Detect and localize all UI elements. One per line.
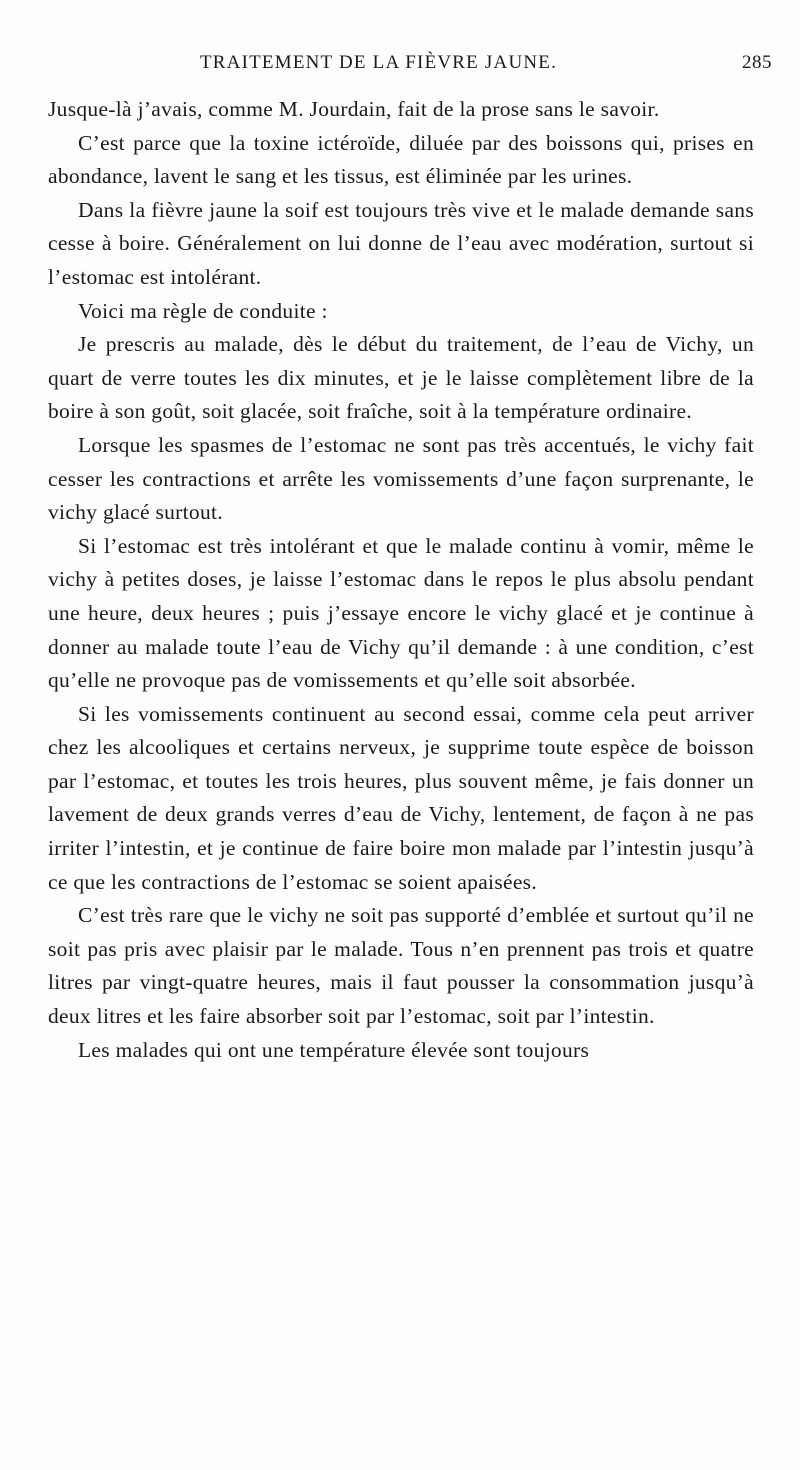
body-text bbox=[48, 93, 754, 1067]
paragraph: C’est très rare que le vichy ne soit pas supporté d’emblée et surtout qu’il ne soit pas pris avec plaisir par le malade. Tous n’en prennent pas trois et quatre litres par vingt-quatre heures, mais il faut pousser la consommation jusqu’à deux litres et les faire absorber soit par l’estomac, soit par l’intestin. bbox=[48, 903, 754, 1029]
paragraph: Voici ma règle de conduite : bbox=[78, 298, 328, 323]
paragraph: Je prescris au malade, dès le début du traitement, de l’eau de Vichy, un quart de verre toutes les dix minutes, et je le laisse complètement libre de la boire à son goût, soit glacée, soit fraîche, soit à la température ordinaire. bbox=[48, 332, 754, 424]
paragraph: Si l’estomac est très intolérant et que le malade continu à vomir, même le vichy à petites doses, je laisse l’estomac dans le repos le plus absolu pendant une heure, deux heures ; puis j’essaye encore le vichy glacé et je continue à donner au malade toute l’eau de Vichy qu’il demande : à une condition, c’est qu’elle ne provoque pas de vomissements et qu’elle soit absorbée. bbox=[48, 533, 754, 693]
page-number: 285 bbox=[742, 52, 772, 73]
paragraph: Si les vomissements continuent au second essai, comme cela peut arriver chez les alcooliques et certains nerveux, je supprime toute espèce de boisson par l’estomac, et toutes les trois heures, plus souvent même, je fais donner un lavement de deux grands verres d’eau de Vichy, lentement, de façon à ne pas irriter l’intestin, et je continue de faire boire mon malade par l’intestin jusqu’à ce que les contractions de l’estomac se soient apaisées. bbox=[48, 701, 754, 894]
page-header bbox=[200, 52, 772, 82]
paragraph: Dans la fièvre jaune la soif est toujours très vive et le malade demande sans cesse à boire. Généralement on lui donne de l’eau avec modération, surtout si l’estomac est intolérant. bbox=[48, 197, 754, 289]
running-title: TRAITEMENT DE LA FIÈVRE JAUNE. bbox=[200, 52, 558, 73]
paragraph: C’est parce que la toxine ictéroïde, diluée par des boissons qui, prises en abondance, lavent le sang et les tissus, est éliminée par les urines. bbox=[48, 130, 754, 189]
paragraph: Jusque-là j’avais, comme M. Jourdain, fait de la prose sans le savoir. bbox=[48, 97, 660, 121]
paragraph: Les malades qui ont une température élevée sont toujours bbox=[78, 1037, 590, 1062]
paragraph: Lorsque les spasmes de l’estomac ne sont pas très accentués, le vichy fait cesser les contractions et arrête les vomissements d’une façon surprenante, le vichy glacé surtout. bbox=[48, 432, 754, 525]
